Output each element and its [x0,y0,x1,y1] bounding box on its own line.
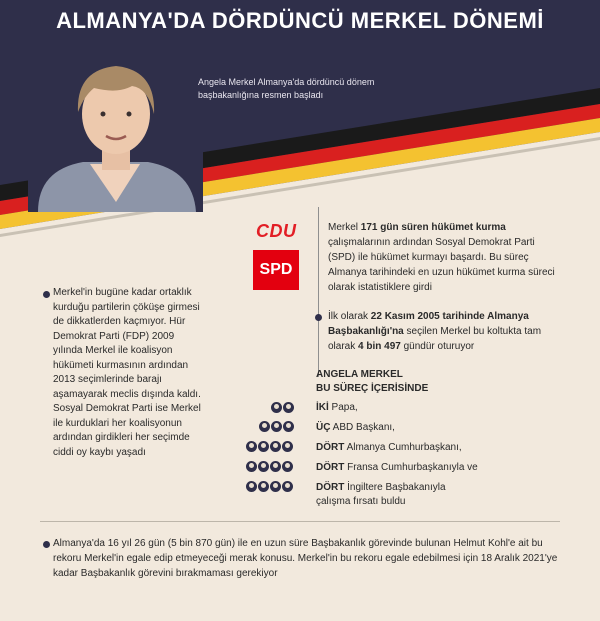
leaders-heading-2: BU SÜREÇ İÇERİSİNDE [316,383,429,394]
coalition-paragraph: Merkel 171 gün süren hükümet kurma çalışmalarının ardından Sosyal Demokrat Parti (SPD) ile hükümet kurmayı başardı. Bu süreç Almanya tarihindeki en uzun hükümet kurma süreci olarak istatistiklere girdi [328,222,555,293]
leaders-footer: çalışma fırsatı buldu [316,496,406,507]
person-icon [283,421,294,432]
person-icon [258,461,269,472]
person-icon [282,441,293,452]
person-icon [271,402,282,413]
person-icon [258,481,269,492]
person-icon [246,481,257,492]
person-icon [246,441,257,452]
leader-row: DÖRT Fransa Cumhurbaşkanıyla ve [316,462,478,473]
leader-row: DÖRT Almanya Cumhurbaşkanı, [316,442,462,453]
pope-icons [271,402,294,413]
bullet-dot [43,291,50,298]
leader-row: DÖRT İngiltere Başbakanıyla [316,482,446,493]
left-note: Merkel'in bugüne kadar ortaklık kurduğu partilerin çöküşe girmesi de dikkatlerden kaçmıyor. Hür Demokrat Parti (FDP) 2009 yılında Merkel ile koalisyon hükümeti kurmasının ardından 2013 seçimlerinde barajı aşamayarak meclis dışında kaldı. Sosyal Demokrat Parti ise Merkel ile kurduklari her koalisyonun ardından girdikleri her seçimde ciddi oy kaybı yaşadı [53,287,201,458]
person-icon [283,402,294,413]
leader-row: ÜÇ ABD Başkanı, [316,422,395,433]
person-icon [246,461,257,472]
tenure-paragraph: İlk olarak 22 Kasım 2005 tarihinde Almanya Başbakanlığı'na seçilen Merkel bu koltukta tam olarak 4 bin 497 gündür oturuyor [328,311,542,352]
person-icon [259,421,270,432]
person-icon [270,441,281,452]
leader-row: İKİ Papa, [316,402,358,413]
person-icon [282,481,293,492]
german-president-icons [246,441,293,452]
person-icon [282,461,293,472]
french-president-icons [246,461,293,472]
leaders-heading-1: ANGELA MERKEL [316,369,403,380]
person-icon [270,481,281,492]
cdu-logo: CDU [256,221,297,241]
vertical-divider [318,207,319,377]
header-subtitle: Angela Merkel Almanya'da dördüncü dönem başbakanlığına resmen başladı [198,77,375,100]
page-title: ALMANYA'DA DÖRDÜNCÜ MERKEL DÖNEMİ [56,8,544,33]
person-icon [270,461,281,472]
uk-pm-icons [246,481,293,492]
merkel-portrait [28,52,203,212]
horizontal-divider [40,521,560,522]
spd-logo: SPD [253,250,299,290]
bullet-dot [315,314,322,321]
bottom-note: Almanya'da 16 yıl 26 gün (5 bin 870 gün) ile en uzun süre Başbakanlık görevinde bulunan Helmut Kohl'e ait bu rekoru Merkel'in egale edip etmeyeceği merak konusu. Merkel'in bu rekoru egale edebilmesi için 18 Aralık 2021'ye kadar Başbakanlık görevini bırakmaması gerekiyor [53,538,558,579]
bullet-dot [43,541,50,548]
person-icon [271,421,282,432]
person-icon [258,441,269,452]
us-president-icons [259,421,294,432]
